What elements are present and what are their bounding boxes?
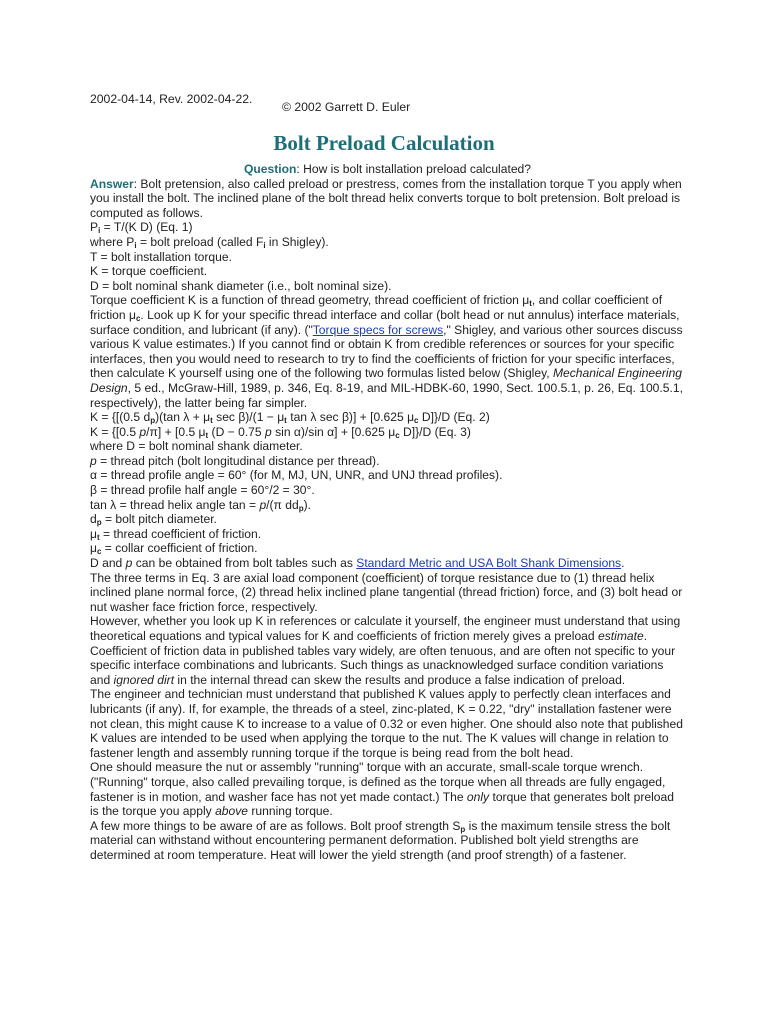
definition-alpha: α = thread profile angle = 60° (for M, MJ, UN, UNR, and UNJ thread profiles). bbox=[90, 468, 503, 483]
estimate-paragraph: However, whether you look up K in references or calculate it yourself, the engineer must understand that using theoretical equations and typical values for K and coefficients of friction merely gives a preload estimate. Coefficient of friction data in published tables vary widely, are often tenuous, and are often not specific to your specific interface combinations and lubricants. Such things as unacknowledged surface condition variations and ignored dirt in the internal thread can skew the results and produce a false indication of preload. bbox=[90, 614, 681, 687]
question-line bbox=[90, 162, 685, 177]
definition-beta: β = thread profile half angle = 60°/2 = 30°. bbox=[90, 483, 315, 498]
question-text: : How is bolt installation preload calculated? bbox=[296, 162, 532, 176]
question-label: Question bbox=[243, 162, 297, 176]
bolt-tables-line: D and p can be obtained from bolt tables such as Standard Metric and USA Bolt Shank Dimensions. bbox=[90, 556, 625, 571]
definition-k: K = torque coefficient. bbox=[90, 264, 208, 279]
definition-pitch: p = thread pitch (bolt longitudinal distance per thread). bbox=[90, 453, 380, 468]
document-header bbox=[90, 92, 690, 126]
clean-interfaces-paragraph: The engineer and technician must understand that published K values apply to perfectly clean interfaces and lubricants (if any). If, for example, the threads of a steel, zinc-plated, K = 0.22, "dry" installation fastener were not clean, this might cause K to increase to a value of 0.32 or even higher. One should also note that published K values are intended to be used when applying the torque to the nut. The K values will change in relation to fastener length and assembly running torque if the torque is being read from the bolt head. bbox=[90, 687, 683, 760]
book-title: Mechanical Engineering Design bbox=[90, 366, 683, 395]
preload-definition: where $P_i$ = bolt preload (called $F_i$ in Shigley). bbox=[90, 234, 329, 250]
definition-mu-t: $\mu_t$ = thread coefficient of friction. bbox=[90, 526, 262, 542]
definition-torque: T = bolt installation torque. bbox=[90, 249, 232, 264]
torque-specs-link[interactable]: Torque specs for screws bbox=[312, 322, 444, 337]
article-body bbox=[90, 162, 685, 863]
definition-d: D = bolt nominal shank diameter (i.e., bolt nominal size). bbox=[90, 278, 392, 293]
proof-strength-paragraph: A few more things to be aware of are as follows. Bolt proof strength $S_p$ is the maximum tensile stress the bolt material can withstand without encountering permanent deformation. Published bolt yield strengths are determined at room temperature. Heat will lower the yield strength (and proof strength) of a fastener. bbox=[90, 818, 671, 862]
three-terms-paragraph: The three terms in Eq. 3 are axial load component (coefficient) of torque resistance due to (1) thread helix inclined plane normal force, (2) thread helix inclined plane tangential (thread friction) force, and (3) bolt head or nut washer face friction force, respectively. bbox=[90, 570, 683, 614]
torque-coefficient-paragraph: Torque coefficient K is a function of thread geometry, thread coefficient of friction $\mu_t$, and collar coefficient of friction $\mu_c$. Look up K for your specific thread interface and collar (bolt head or nut annulus) interface materials, surface condition, and lubricant (if any). ("Torque specs for screws," Shigley, and various other sources discuss various K value estimates.) If you cannot find or obtain K from credible references or sources for your specific interfaces, then you would need to research to try to find the coefficients of friction for your specific interfaces, then calculate K yourself using one of the following two formulas listed below (Shigley, Mechanical Engineering Design, 5 ed., McGraw-Hill, 1989, p. 346, Eq. 8-19, and MIL-HDBK-60, 1990, Sect. 100.5.1, p. 26, Eq. 100.5.1, respectively), the latter being far simpler. bbox=[90, 293, 683, 410]
page-title: Bolt Preload Calculation bbox=[273, 131, 495, 155]
equation-2: K = {[(0.5 $d_p)(\tan$ $\lambda + \mu_t$ $\sec \beta)/(1 - \mu_t$ tan λ sec β)] + [0.625 $\mu_c$ D]}/D (Eq. 2) bbox=[90, 410, 490, 426]
equation-3: K = {[0.5 p/π] + [0.5 $\mu_t$ (D − 0.75 p sin α)/sin α] + [0.625 $\mu_c$ D]}/D (Eq. 3) bbox=[90, 424, 471, 440]
answer-intro: Answer: Bolt pretension, also called preload or prestress, comes from the installation torque T you apply when you install the bolt. The inclined plane of the bolt thread helix converts torque to bolt pretension. Bolt preload is computed as follows. bbox=[90, 176, 682, 220]
equation-1: $P_i = T/(K$ D) (Eq. 1) bbox=[90, 220, 193, 236]
revision-date: 2002-04-14, Rev. 2002-04-22. bbox=[90, 92, 253, 106]
definition-lambda: tan λ = thread helix angle tan = p/(π $dd_p$). bbox=[90, 497, 312, 513]
definition-mu-c: $\mu_c$ = collar coefficient of friction. bbox=[90, 541, 258, 557]
definition-dp: $d_p$ = bolt pitch diameter. bbox=[90, 512, 217, 528]
copyright-notice: © 2002 Garrett D. Euler bbox=[282, 100, 411, 114]
definition-d-nominal: where D = bolt nominal shank diameter. bbox=[90, 439, 303, 454]
bolt-dimensions-link[interactable]: Standard Metric and USA Bolt Shank Dimensions bbox=[356, 556, 622, 571]
running-torque-paragraph: One should measure the nut or assembly "running" torque with an accurate, small-scale torque wrench. ("Running" torque, also called prevailing torque, is defined as the torque when all threads are fully engaged, fastener is in motion, and washer face has not yet made contact.) The only torque that generates bolt preload is the torque you apply above running torque. bbox=[90, 760, 674, 819]
answer-label: Answer bbox=[90, 176, 134, 191]
